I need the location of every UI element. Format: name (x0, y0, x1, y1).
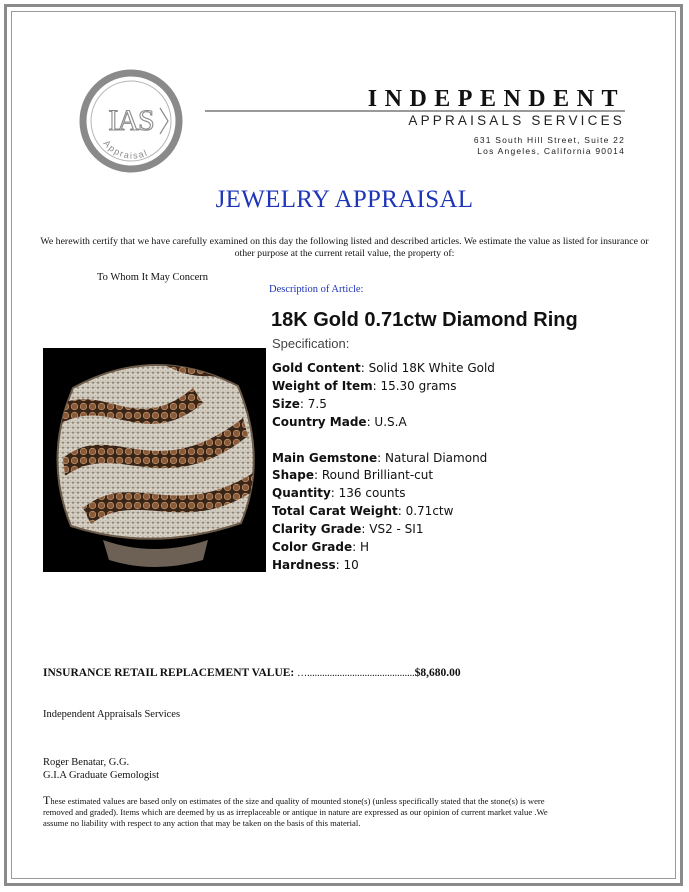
spec-row: Clarity Grade: VS2 - SI1 (272, 522, 424, 537)
spec-key: Color Grade (272, 540, 353, 555)
disclaimer-text: hese estimated values are based only on estimates of the size and quality of mounted stone(s) (unless specifically stated that the stone(s) is were removed and graded). Items which are deemed by us as irreplaceable or antique in nature are expressed as our opinion of current market value .We assume no liability with respect to any action that may be taken on the basis of this material. (43, 796, 548, 829)
description-label: Description of Article: (269, 284, 364, 295)
spec-value: 0.71ctw (405, 504, 454, 519)
insurance-value-amount: $8,680.00 (414, 667, 461, 679)
company-name: INDEPENDENT (367, 86, 625, 112)
document-title: JEWELRY APPRAISAL (215, 186, 474, 213)
spec-value: 10 (343, 557, 359, 572)
item-title: 18K Gold 0.71ctw Diamond Ring (271, 309, 578, 331)
spec-row: Shape: Round Brilliant-cut (272, 468, 434, 483)
leader-dots: …........................................... (297, 668, 415, 679)
spec-value: U.S.A (374, 414, 407, 429)
address-line-2: Los Angeles, California 90014 (477, 146, 625, 156)
spec-key: Weight of Item (272, 378, 373, 393)
spec-row: Quantity: 136 counts (272, 486, 406, 501)
specification-label: Specification: (272, 336, 350, 351)
ring-photo (43, 348, 266, 572)
spec-value: Natural Diamond (385, 450, 488, 465)
specifications-list (272, 360, 495, 575)
spec-value: 7.5 (307, 396, 327, 411)
appraiser-title: G.I.A Graduate Gemologist (43, 770, 160, 781)
spec-key: Gold Content (272, 361, 361, 375)
spec-row: Total Carat Weight: 0.71ctw (272, 504, 454, 519)
spec-row: Hardness: 10 (272, 557, 359, 572)
svg-text:Appraisal (102, 138, 150, 160)
spec-value: 15.30 grams (380, 378, 457, 393)
logo-monogram: IAS (108, 104, 154, 137)
disclaimer (43, 795, 563, 830)
spec-key: Quantity (272, 486, 331, 501)
disclaimer-initial: T (43, 793, 51, 807)
spec-row: Weight of Item: 15.30 grams (272, 378, 457, 393)
insurance-value-label: INSURANCE RETAIL REPLACEMENT VALUE: (43, 667, 295, 679)
spec-value: Solid 18K White Gold (368, 361, 495, 375)
spec-key: Total Carat Weight (272, 504, 398, 519)
spec-row: Main Gemstone: Natural Diamond (272, 450, 488, 465)
spec-key: Hardness (272, 557, 336, 572)
logo-arc-text: Appraisal (101, 138, 150, 161)
ias-seal-icon (78, 68, 184, 174)
spec-key: Main Gemstone (272, 450, 378, 465)
recipient: To Whom It May Concern (97, 272, 209, 283)
spec-value: H (359, 540, 369, 555)
spec-key: Shape (272, 468, 315, 483)
certification-text: We herewith certify that we have carefully examined on this day the following listed and described articles. We estimate the value as listed for insurance or other purpose at the current retail value, the property of: (40, 236, 649, 259)
spec-value: Round Brilliant-cut (321, 468, 434, 483)
spec-key: Country Made (272, 414, 367, 429)
diamond-ring-photo-icon (43, 348, 266, 572)
spec-key: Size (272, 396, 300, 411)
header-divider (205, 110, 625, 112)
address-line-1: 631 South Hill Street, Suite 22 (473, 135, 625, 145)
spec-value: 136 counts (338, 486, 406, 501)
spec-row: Color Grade: H (272, 540, 369, 555)
company-subtitle: APPRAISALS SERVICES (408, 113, 625, 128)
spec-row: Country Made: U.S.A (272, 414, 407, 429)
signature-company: Independent Appraisals Services (43, 709, 181, 720)
ias-logo (78, 68, 184, 174)
spec-row: Size: 7.5 (272, 396, 327, 411)
spec-key: Clarity Grade (272, 522, 362, 537)
appraiser-name: Roger Benatar, G.G. (43, 757, 130, 768)
spec-value: VS2 - SI1 (369, 522, 424, 537)
spec-row: Gold Content: Solid 18K White Gold (272, 361, 495, 375)
insurance-value-line (43, 667, 461, 679)
